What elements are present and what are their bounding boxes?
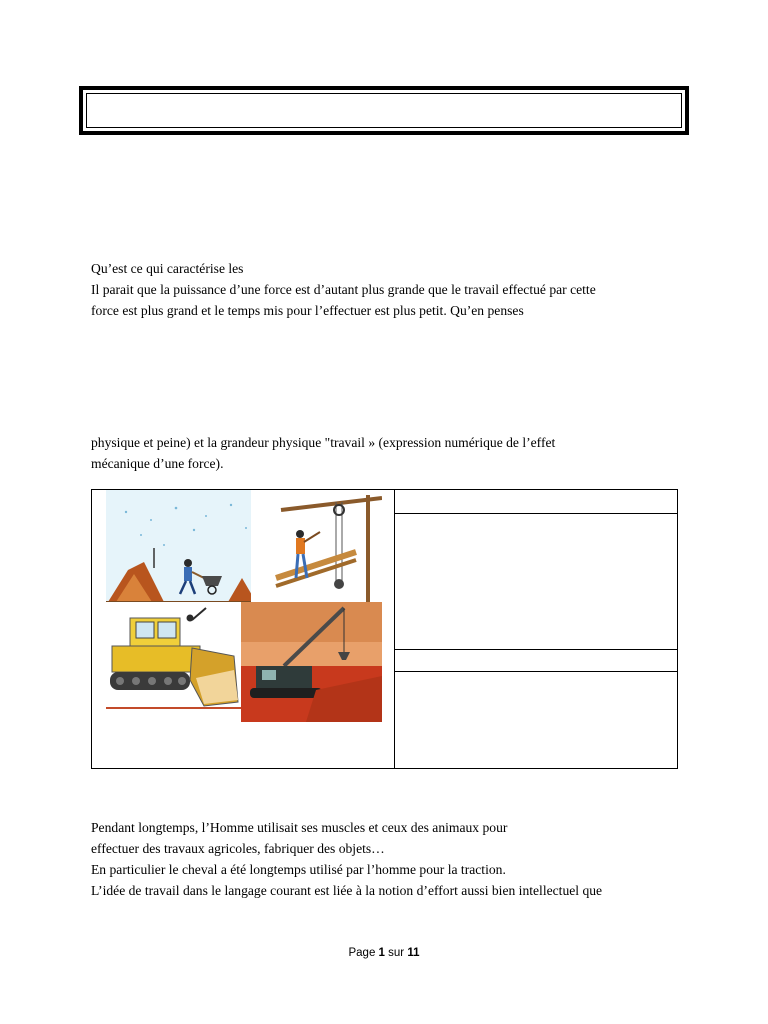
definition-line: mécanique d’une force). <box>91 456 224 471</box>
pulley-worker-scene <box>271 490 382 602</box>
intro-line: force est plus grand et le temps mis pour l’effectuer est plus petit. Qu’en penses <box>91 303 524 318</box>
table-column-divider <box>394 490 395 768</box>
footer-total-pages: 11 <box>407 947 420 959</box>
table-row-divider <box>394 671 677 672</box>
crane-excavator-scene <box>241 602 382 722</box>
footer-page-label: Page <box>348 947 376 959</box>
footer-sep: sur <box>388 947 405 959</box>
history-line: En particulier le cheval a été longtemps utilisé par l’homme pour la traction. <box>91 862 506 877</box>
illustration-table <box>91 489 678 769</box>
table-row-divider <box>394 513 677 514</box>
table-row-divider <box>394 649 677 650</box>
history-line: Pendant longtemps, l’Homme utilisait ses muscles et ceux des animaux pour <box>91 820 508 835</box>
intro-paragraph <box>91 258 596 321</box>
definition-paragraph <box>91 432 555 474</box>
history-paragraph <box>91 817 602 901</box>
page-footer <box>0 947 768 959</box>
history-line: effectuer des travaux agricoles, fabriquer des objets… <box>91 841 385 856</box>
title-box <box>79 86 689 135</box>
work-machines-illustration <box>106 490 382 722</box>
wheelbarrow-worker-scene <box>106 490 256 602</box>
intro-line: Il parait que la puissance d’une force est d’autant plus grande que le travail effectué par cette <box>91 282 596 297</box>
history-line: L’idée de travail dans le langage courant est liée à la notion d’effort aussi bien intellectuel que <box>91 883 603 898</box>
title-box-inner-border <box>86 93 682 128</box>
definition-line: physique et peine) et la grandeur physique "travail » (expression numérique de l’effet <box>91 435 556 450</box>
intro-line: Qu’est ce qui caractérise les <box>91 261 244 276</box>
bulldozer-scene <box>106 602 241 722</box>
footer-current-page: 1 <box>378 947 385 959</box>
